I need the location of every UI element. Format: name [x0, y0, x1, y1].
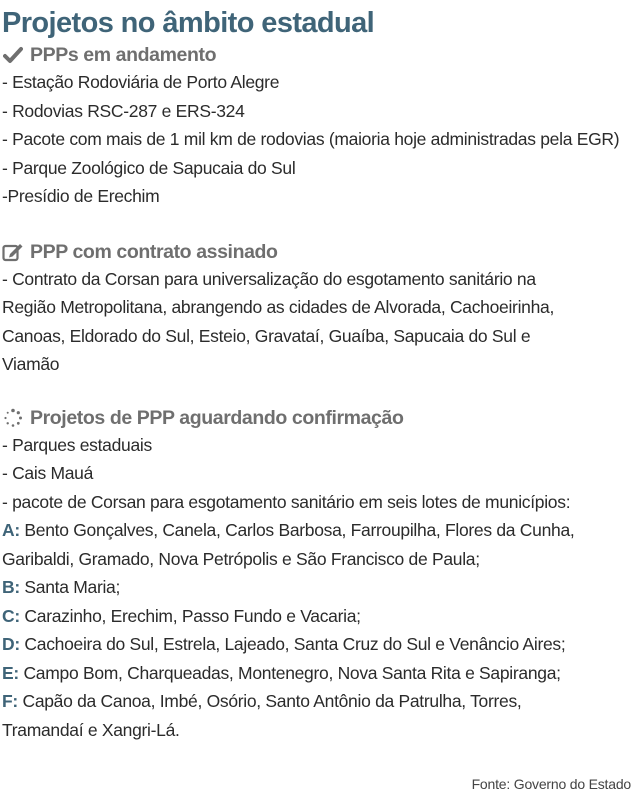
paragraph-line: Viamão: [2, 354, 60, 374]
loading-spinner-icon: [2, 407, 24, 429]
paragraph-line: - Contrato da Corsan para universalização do esgotamento sanitário na: [2, 268, 536, 289]
page-title: Projetos no âmbito estadual: [2, 7, 375, 39]
lot-text: Campo Bom, Charqueadas, Montenegro, Nova Santa Rita e Sapiranga;: [18, 662, 561, 683]
list-item: - pacote de Corsan para esgotamento sanitário em seis lotes de municípios:: [2, 491, 571, 512]
lot-line: [2, 687, 637, 716]
section-heading-label: Projetos de PPP aguardando confirmação: [30, 406, 404, 429]
lot-key: E:: [2, 662, 19, 683]
lot-text: Bento Gonçalves, Canela, Carlos Barbosa, Farroupilha, Flores da Cunha,: [19, 520, 575, 540]
lot-key: C:: [2, 605, 20, 626]
paragraph-line: Canoas, Eldorado do Sul, Esteio, Gravataí, Guaíba, Sapucaia do Sul e: [2, 325, 531, 346]
list-item: - Estação Rodoviária de Porto Alegre: [2, 72, 280, 92]
lot-line: [2, 516, 637, 545]
section-heading-label: PPP com contrato assinado: [30, 240, 278, 263]
list-item: - Parque Zoológico de Sapucaia do Sul: [2, 157, 296, 178]
lot-line: [2, 602, 637, 631]
lot-key: F:: [2, 691, 18, 711]
signed-document-icon: [2, 241, 24, 263]
check-icon: [2, 44, 24, 66]
section-heading-label: PPPs em andamento: [30, 44, 217, 66]
list-item: -Presídio de Erechim: [2, 186, 160, 206]
lot-line: [2, 573, 637, 602]
lot-text: Carazinho, Erechim, Passo Fundo e Vacaria;: [19, 605, 361, 626]
lot-text: Capão da Canoa, Imbé, Osório, Santo Antônio da Patrulha, Torres,: [17, 691, 522, 711]
lot-line: [2, 545, 637, 574]
list-item: - Cais Mauá: [2, 463, 94, 483]
lot-text: Garibaldi, Gramado, Nova Petrópolis e São Francisco de Paula;: [2, 548, 480, 569]
lot-line: [2, 716, 637, 745]
lot-text: Cachoeira do Sul, Estrela, Lajeado, Santa Cruz do Sul e Venâncio Aires;: [19, 634, 566, 654]
lot-key: B:: [2, 577, 20, 597]
section-heading-andamento: [2, 42, 637, 68]
paragraph-line: Região Metropolitana, abrangendo as cidades de Alvorada, Cachoeirinha,: [2, 297, 555, 317]
section-heading-aguardando: [2, 405, 637, 431]
lot-line: [2, 659, 637, 688]
source-credit: Fonte: Governo do Estado: [471, 776, 631, 792]
lot-key: D:: [2, 634, 20, 654]
lot-key: A:: [2, 520, 20, 540]
lot-text: Tramandaí e Xangri-Lá.: [2, 719, 180, 740]
list-item: - Parques estaduais: [2, 434, 152, 455]
lot-line: [2, 630, 637, 659]
list-item: - Rodovias RSC-287 e ERS-324: [2, 100, 245, 121]
list-item: - Pacote com mais de 1 mil km de rodovias (maioria hoje administradas pela EGR): [2, 129, 620, 149]
lot-text: Santa Maria;: [19, 577, 121, 597]
section-heading-contrato: [2, 239, 637, 265]
